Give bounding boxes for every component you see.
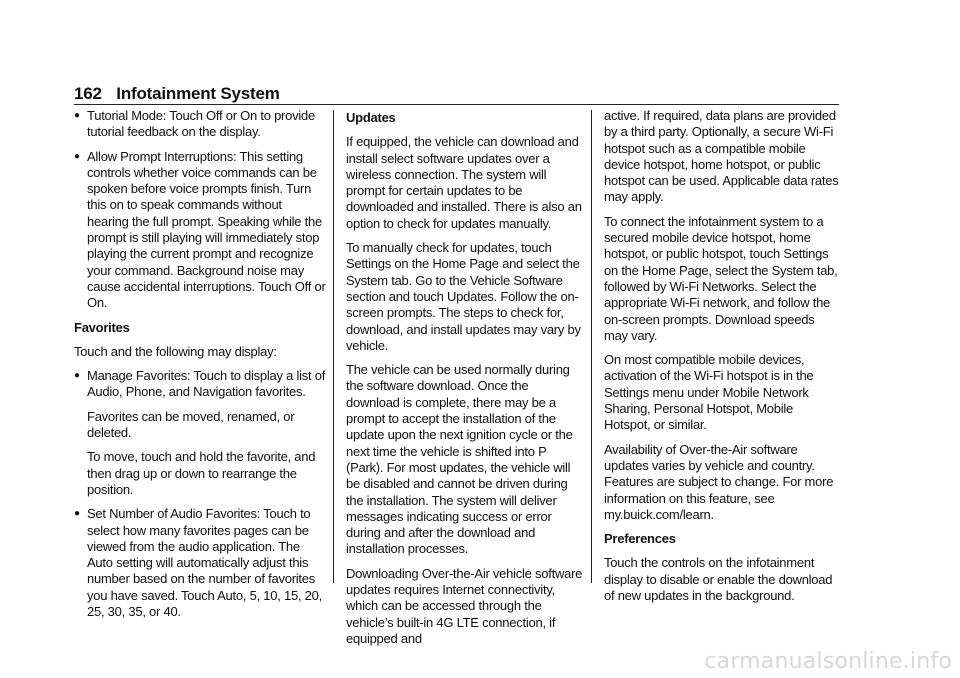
heading-favorites: Favorites	[74, 319, 130, 335]
bullet-text: Set Number of Audio Favorites: Touch to select how many favorites pages can be viewed from the audio application. The Auto setting will automatically adjust this number based on the number of favorites you have saved. Touch Auto, 5, 10, 15, 20, 25, 30, 35, or 40.	[87, 506, 322, 620]
paragraph-touch-following: Touch and the following may display:	[74, 343, 277, 359]
column-2	[346, 110, 584, 655]
header-rule	[74, 104, 839, 105]
bullet-set-number-audio-favorites	[74, 506, 326, 620]
heading-updates: Updates	[346, 110, 396, 125]
column-divider-2	[591, 110, 592, 583]
paragraph-updates-3: The vehicle can be used normally during the software download. Once the download is complete, there may be a prompt to accept the installation of the update upon the next ignition cycle or the next time the vehicle is shifted into P (Park). For most updates, the vehicle will be disabled and cannot be driven during the installation. The system will deliver messages indicating success or error during and after the download and installation processes.	[346, 362, 573, 557]
paragraph-updates-2: To manually check for updates, touch Settings on the Home Page and select the System tab. Go to the Vehicle Software section and touch Updates. Follow the on-screen prompts. The steps to check for, download, and install updates may vary by vehicle.	[346, 240, 581, 353]
watermark: carmanualsonline.info	[704, 649, 952, 674]
bullet-text: Manage Favorites: Touch to display a list of Audio, Phone, and Navigation favorites.	[87, 368, 326, 400]
paragraph-updates-1: If equipped, the vehicle can download and install select software updates over a wireless connection. The system will prompt for certain updates to be downloaded and installed. There is also an option to check for updates manually.	[346, 134, 582, 231]
bullet-icon: ●	[74, 150, 80, 162]
bullet-icon: ●	[74, 370, 80, 382]
paragraph-col3-2: To connect the infotainment system to a secured mobile device hotspot, home hotspot, or public hotspot, touch Settings on the Home Page, select the System tab, followed by Wi-Fi Networks. Select the appropriate Wi-Fi network, and follow the on-screen prompts. Download speeds may vary.	[604, 213, 838, 343]
column-1	[74, 108, 326, 628]
bullet-icon: ●	[74, 110, 80, 121]
manage-favorites-sub-1: Favorites can be moved, renamed, or deleted.	[87, 408, 295, 441]
bullet-icon: ●	[74, 508, 80, 520]
bullet-allow-prompt-interruptions	[74, 149, 326, 312]
column-3	[604, 108, 840, 612]
paragraph-col3-1: active. If required, data plans are provided by a third party. Optionally, a secure Wi-Fi hotspot such as a compatible mobile device hotspot, home hotspot, or public hotspot can be used. Applicable data rates may apply.	[604, 108, 839, 205]
heading-preferences: Preferences	[604, 531, 676, 547]
page-header	[74, 84, 280, 104]
bullet-manage-favorites	[74, 368, 326, 401]
paragraph-col3-3: On most compatible mobile devices, activation of the Wi-Fi hotspot is in the Settings menu under Mobile Network Sharing, Personal Hotspot, Mobile Hotspot, or similar.	[604, 352, 814, 433]
bullet-text: Allow Prompt Interruptions: This setting controls whether voice commands can be spoken before voice prompts finish. Turn this on to speak commands without hearing the full prompt. Speaking while the prompt is still playing will immediately stop playing the current prompt and recognize your command. Background noise may cause accidental interruptions. Touch Off or On.	[87, 148, 326, 311]
paragraph-col3-5: Touch the controls on the infotainment display to disable or enable the download of new updates in the background.	[604, 555, 833, 604]
manage-favorites-sub-2: To move, touch and hold the favorite, and then drag up or down to rearrange the position.	[87, 449, 316, 497]
paragraph-col3-4: Availability of Over-the-Air software updates varies by vehicle and country. Features are subject to change. For more information on this feature, see my.buick.com/learn.	[604, 441, 834, 522]
page-title: Infotainment System	[116, 84, 280, 103]
paragraph-updates-4: Downloading Over-the-Air vehicle software updates requires Internet connectivity, which can be accessed through the vehicle’s built-in 4G LTE connection, if equipped and	[346, 565, 583, 646]
bullet-tutorial-mode	[74, 108, 326, 141]
page-number: 162	[74, 84, 102, 103]
column-divider-1	[333, 110, 334, 583]
bullet-text: Tutorial Mode: Touch Off or On to provide tutorial feedback on the display.	[87, 108, 315, 140]
